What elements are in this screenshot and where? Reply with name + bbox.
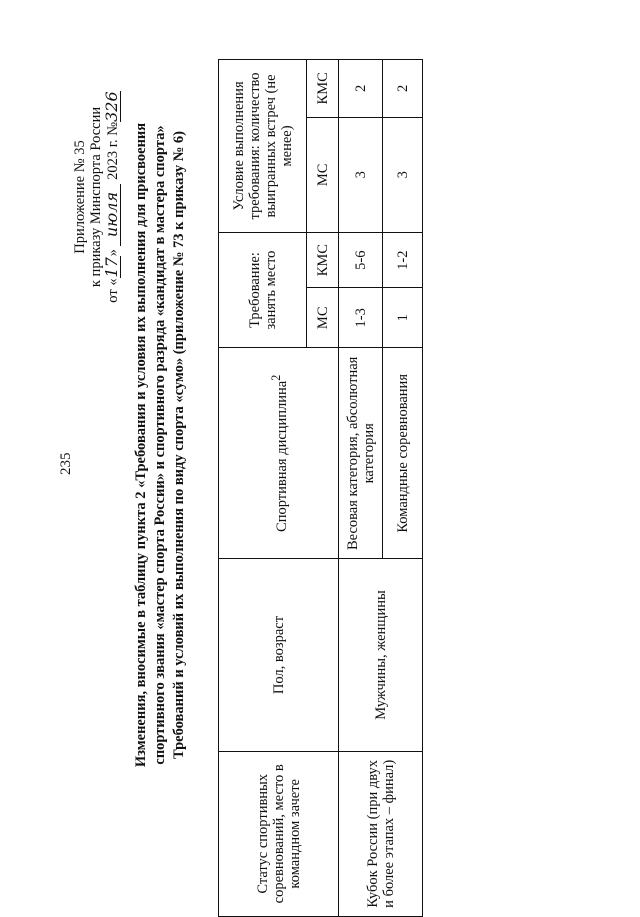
appendix-line1: Приложение № 35 [72, 140, 88, 254]
header-wins-ms: МС [307, 117, 339, 232]
table-row [339, 60, 383, 917]
appendix-header [72, 37, 121, 357]
document-title: Изменения, вносимые в таблицу пункта 2 «Требования и условия их выполнения для присвоения спортивного звания «мастер спорта России» и спортивного разряда «кандидат в мастера спорта» Требований и условий их выполнения по виду спорта «сумо» (приложение № 73 к приказу № 6) [133, 122, 187, 768]
cell-place-ms: 1 [383, 288, 423, 348]
cell-wins-kms: 2 [339, 60, 383, 118]
header-discipline-text: Спортивная дисциплина [273, 380, 290, 532]
requirements-table [218, 59, 423, 917]
order-number: 326 [102, 91, 121, 122]
header-discipline [219, 348, 339, 559]
page-number: 235 [58, 452, 74, 475]
appendix-line2: к приказу Минспорта России [88, 106, 104, 288]
cell-place-kms: 5-6 [339, 232, 383, 287]
date-prefix: от « [105, 278, 121, 303]
header-gender-age: Пол, возраст [219, 559, 339, 751]
date-year: 2023 г. № [105, 121, 121, 180]
cell-gender-age: Мужчины, женщины [339, 559, 423, 751]
date-mid: » [105, 249, 121, 257]
cell-wins-kms: 2 [383, 60, 423, 118]
cell-discipline: Командные соревнования [383, 348, 423, 559]
header-discipline-footnote: 2 [268, 374, 283, 381]
header-place-kms: КМС [307, 232, 339, 287]
cell-wins-ms: 3 [383, 117, 423, 232]
header-place-requirement: Требование: занять место [219, 232, 307, 347]
appendix-date-line [104, 37, 121, 357]
date-month: июля [104, 184, 121, 246]
cell-discipline: Весовая категория, абсолютная категория [339, 348, 383, 559]
header-wins-kms: КМС [307, 60, 339, 118]
cell-place-kms: 1-2 [383, 232, 423, 287]
header-status: Статус спортивных соревнований, место в командном зачете [219, 751, 339, 916]
cell-wins-ms: 3 [339, 117, 383, 232]
cell-status: Кубок России (при двух и более этапах – финал) [339, 751, 423, 916]
date-day: 17 [102, 257, 121, 278]
cell-place-ms: 1-3 [339, 288, 383, 348]
header-condition-requirement: Условие выполнения требования: количество выигранных встреч (не менее) [219, 60, 307, 233]
header-place-ms: МС [307, 288, 339, 348]
